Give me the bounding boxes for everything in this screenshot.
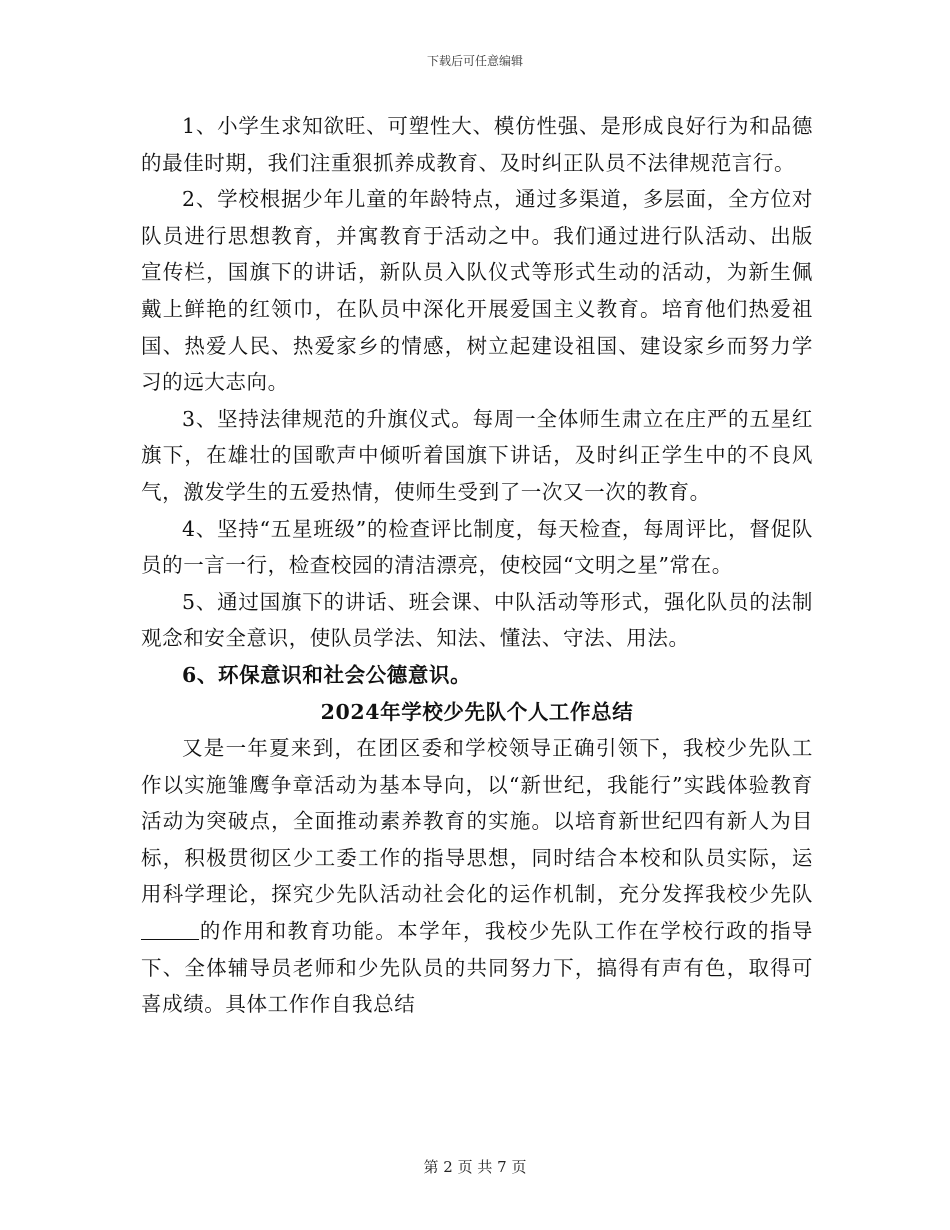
fill-in-blank bbox=[141, 919, 199, 941]
paragraph-item-3: 3、坚持法律规范的升旗仪式。每周一全体师生肃立在庄严的五星红旗下，在雄壮的国歌声中倾听着国旗下讲话，及时纠正学生中的不良风气，激发学生的五爱热情，使师生受到了一次又一次的教育。 bbox=[141, 406, 813, 504]
section-intro-paragraph bbox=[141, 730, 813, 1023]
paragraph-item-5: 5、通过国旗下的讲话、班会课、中队活动等形式，强化队员的法制观念和安全意识，使队员学法、知法、懂法、守法、用法。 bbox=[141, 589, 813, 651]
page-number-footer: 第 2 页 共 7 页 bbox=[423, 1158, 527, 1176]
paragraph-item-1: 1、小学生求知欲旺、可塑性大、模仿性强、是形成良好行为和品德的最佳时期，我们注重狠抓养成教育、及时纠正队员不法律规范言行。 bbox=[141, 114, 813, 175]
document-body bbox=[141, 108, 813, 1023]
section-title: 2024年学校少先队个人工作总结 bbox=[320, 699, 634, 724]
page-header-note: 下载后可任意编辑 bbox=[426, 54, 523, 68]
paragraph-item-2: 2、学校根据少年儿童的年龄特点，通过多渠道，多层面，全方位对队员进行思想教育，并寓教育于活动之中。我们通过进行队活动、出版宣传栏，国旗下的讲话，新队员入队仪式等形式生动的活动，为新生佩戴上鲜艳的红领巾，在队员中深化开展爱国主义教育。培育他们热爱祖国、热爱人民、热爱家乡的情感，树立起建设祖国、建设家乡而努力学习的远大志向。 bbox=[141, 187, 813, 395]
intro-text-after-blank: 的作用和教育功能。本学年，我校少先队工作在学校行政的指导下、全体辅导员老师和少先队员的共同努力下，搞得有声有色，取得可喜成绩。具体工作作自我总结 bbox=[141, 919, 813, 1017]
paragraph-item-4: 4、坚持“五星班级”的检查评比制度，每天检查，每周评比，督促队员的一言一行，检查校园的清洁漂亮，使校园“文明之星”常在。 bbox=[141, 516, 813, 578]
paragraph-item-6-bold: 6、环保意识和社会公德意识。 bbox=[182, 662, 472, 687]
intro-text-before-blank: 又是一年夏来到，在团区委和学校领导正确引领下，我校少先队工作以实施雏鹰争章活动为基本导向，以“新世纪，我能行”实践体验教育活动为突破点，全面推动素养教育的实施。以培育新世纪四有新人为目标，积极贯彻区少工委工作的指导思想，同时结合本校和队员实际，运用科学理论，探究少先队活动社会化的运作机制，充分发挥我校少先队 bbox=[141, 736, 813, 907]
